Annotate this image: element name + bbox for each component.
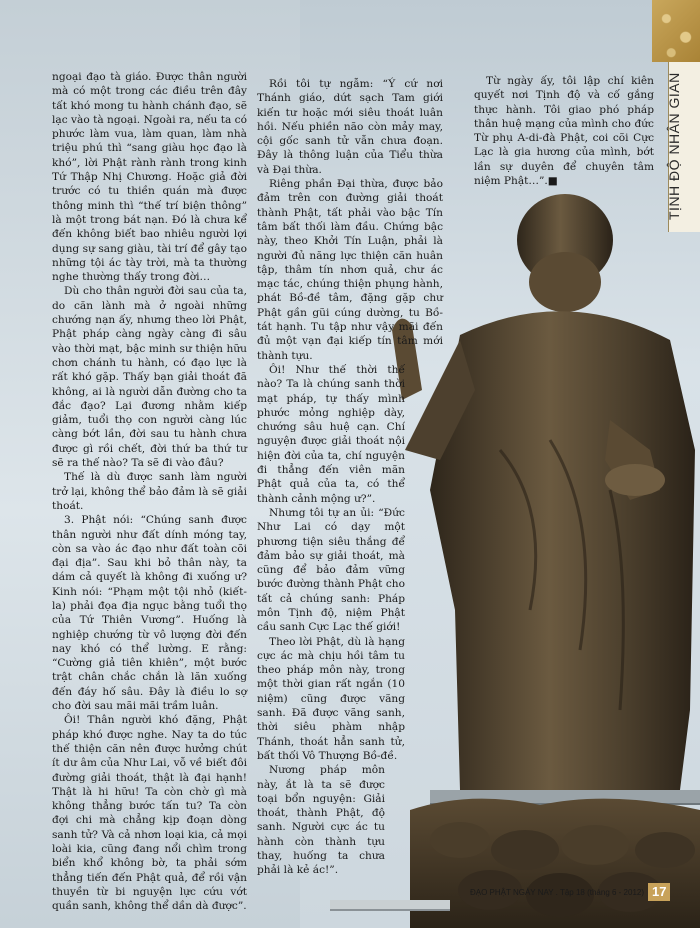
page-footer <box>470 883 670 901</box>
paragraph <box>474 74 654 188</box>
paragraph: ngoại đạo tà giáo. Được thân người mà có một trong các điều trên đây tất khó mong tu hành chánh đạo, sẽ lạc vào tà ngoại. Ngoài ra, nếu ta có phước làm vua, làm quan, làm nhà triệu phú thì “sang giàu học đạo là khó”, lời Phật rành rành trong kinh Tứ Thập Nhị Chương. Hoặc giả đời trước có tu thiền quán mà được thông minh thì “thế trí biện thông” là một trong bát nạn. Đó là chưa kể đến không biết bao nhiêu người lợi dụng sự sang giàu, tài trí để gây tạo những tội ác tày trời, mà ta thường nghe thường thấy trong đời… <box>52 71 247 284</box>
text-column-1 <box>52 70 247 914</box>
section-label: TỊNH ĐỘ NHÂN GIAN <box>666 72 682 220</box>
magazine-name: ĐẠO PHẬT NGÀY NAY . Tập 18 (tháng 6 - 2012) <box>470 887 645 897</box>
paragraph-text: Từ ngày ấy, tôi lập chí kiên quyết nơi Tịnh độ và cố gắng thực hành. Tôi giao phó pháp thân huệ mạng của mình cho đức Từ phụ A-di-đà Phật, coi cõi Cực Lạc là gia hương của mình, bớt lần sự duyên để chuyên tâm niệm Phật…”. <box>474 75 654 188</box>
paragraph: Nương pháp môn này, ắt là ta sẽ được toại bổn nguyện: Giải thoát, thành Phật, độ sanh. Người cực ác tu hành còn thành tựu thay, huống ta chưa phải là kẻ ác!”. <box>257 764 385 877</box>
paragraph: Ôi! Như thế thời thế nào? Ta là chúng sanh thời mạt pháp, tự thấy mình phước mỏng nghiệp dày, chướng sâu huệ cạn. Chí nguyện được giải thoát nội hiện đời của ta, chí nguyện đi thẳng đến viên mãn Phật quả của ta, có thể thành cảnh mộng ư?”. <box>257 363 405 505</box>
paragraph: Thế là dù được sanh làm người trở lại, không thể bảo đảm là sẽ giải thoát. <box>52 471 247 512</box>
paragraph: Riêng phần Đại thừa, được bảo đảm trên con đường giải thoát thành Phật, tất phải vào bậc Tín tâm bất thối làm đầu. Chứng bậc này, theo Khởi Tín Luận, phải là người đủ năng lực thiện căn huân tập, thâm tín nhơn quả, chư ác mạc tác, chúng thiện phụng hành, phát Bồ-đề tâm, đặng gặp chư Phật gần gũi cúng dường, tu Bồ-tát hạnh. Tu tập như vậy mãi đến đủ một vạn đại kiếp tín tâm mới thành tựu. <box>257 178 443 362</box>
paragraph: Nhưng tôi tự an ủi: “Đức Như Lai có dạy một phương tiện siêu thắng để đảm bảo sự giải thoát, mà cũng để bảo đảm vững bước đường thành Phật cho tất cả chúng sanh: Pháp môn Tịnh độ, niệm Phật cầu sanh Cực Lạc thế giới! <box>257 506 405 634</box>
text-column-2 <box>257 77 443 878</box>
ornamental-corner <box>652 0 700 62</box>
paragraph: Ôi! Thân người khó đặng, Phật pháp khó được nghe. Nay ta do túc thế thiện căn nên được hưởng chút ít dư âm của Như Lai, vỗ về biết đôi đường giải thoát, thật là đại hạnh! Thật là hi hữu! Ta còn chờ gì mà không thẳng bước tấn tu? Ta còn đợi chi mà chẳng kịp đoạn dòng sanh tử? Và cả nhơn loại kia, cả mọi loài kia, cũng đang nổi chìm trong biển khổ không bờ, ta phải sớm thẳng tiến đến Phật quả, để rồi vận thuyền từ bi nguyện lực cứu vớt quần sanh, không thể dần dà được”. <box>52 714 247 913</box>
page-number: 17 <box>648 883 670 901</box>
paragraph: Theo lời Phật, dù là hạng cực ác mà chịu hồi tâm tu theo pháp môn này, trong một thời gian rất ngắn (10 niệm) cũng được vãng sanh. Đã được vãng sanh, thời siêu phàm nhập Thánh, thoát hẳn sanh tử, bất thối Vô Thượng Bồ-đề. <box>257 635 405 762</box>
paragraph: Rồi tôi tự ngẫm: “Ý cứ nơi Thánh giáo, dứt sạch Tam giới kiến tư hoặc mới siêu thoát luân hồi. Nếu phiền não còn mảy may, cội gốc sanh tử vẫn chưa đoạn. Đây là thông luận của Tiểu thừa và Đại thừa. <box>257 78 443 176</box>
paragraph: Dù cho thân người đời sau của ta, do căn lành mà ở ngoài những chướng nạn ấy, nhưng theo lời Phật, Phật pháp càng ngày càng đi sâu vào thời mạt, bậc minh sư thiện hữu chơn chánh tu hành, có đạo lực là rất khó gặp. Thấy bạn giải thoát đã không, ai là người dẫn đường cho ta đắc đạo? Lại đương nhằm kiếp giảm, tuổi thọ con người càng lúc càng bớt lần, đời sau tu hành chưa được gì rồi chết, đời thứ ba thứ tư sẽ ra thế nào? Ta sẽ đi vào đâu? <box>52 285 247 470</box>
text-column-3 <box>474 74 654 188</box>
end-mark: ■ <box>547 175 558 188</box>
paragraph: 3. Phật nói: “Chúng sanh được thân người như đất dính móng tay, còn sa vào ác đạo như đất toàn cõi đại địa”. Sau khi bỏ thân này, ta dám cả quyết là không đi xuống ư? Kinh nói: “Phạm một tội nhỏ (kiết-la) phải đọa địa ngục bằng tuổi thọ của Tứ Thiên Vương”. Huống là nghiệp chướng từ vô lượng đời đến nay khó có thể lường. E rằng: “Cường giả tiên khiên”, một bước trật chân chắc chắn là lăn xuống đến đáy hố sâu. Đây là điều lo sợ cho đời sau mãi mãi trầm luân. <box>52 514 247 713</box>
